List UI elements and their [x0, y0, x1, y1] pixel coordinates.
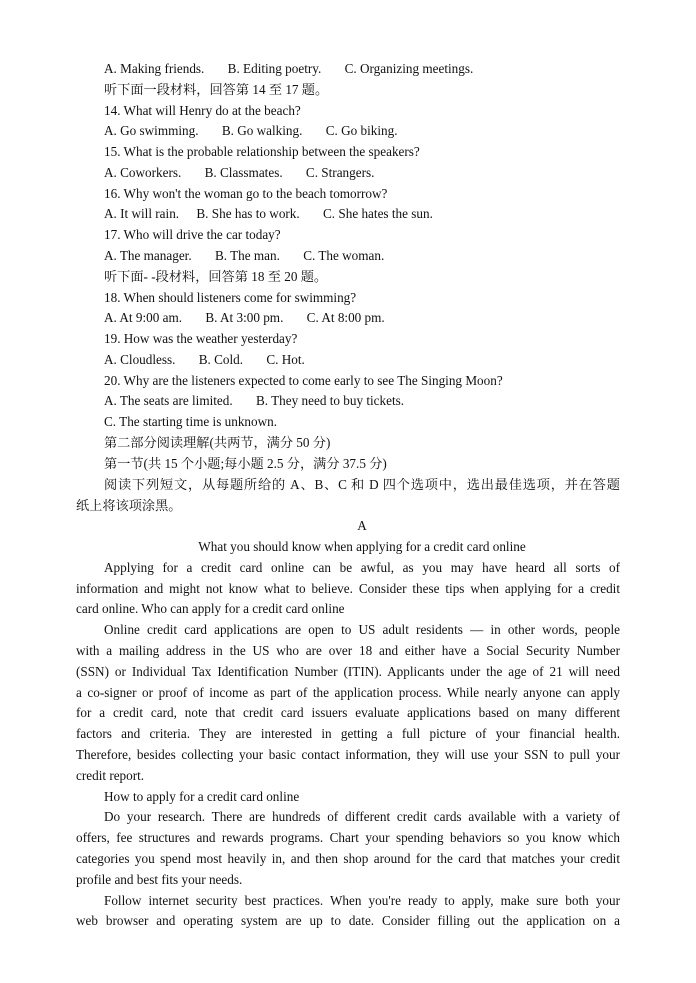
para2-line-8: credit report. — [76, 768, 145, 783]
q20-option-c: C. The starting time is unknown. — [104, 414, 278, 429]
q15-option-c: C. Strangers. — [305, 165, 375, 180]
q19-option-c: C. Hot. — [266, 352, 305, 367]
passage-label: A — [357, 518, 367, 533]
question-15: 15. What is the probable relationship between the speakers? — [104, 144, 420, 159]
para2-line-5: for a credit card, note that credit card issuers evaluate applications based on many different — [76, 705, 620, 720]
q18-option-b: B. At 3:00 pm. — [205, 310, 284, 325]
q14-option-c: C. Go biking. — [325, 123, 398, 138]
q17-option-c: C. The woman. — [303, 248, 385, 263]
subheading: How to apply for a credit card online — [104, 789, 300, 804]
para3-line-4: profile and best fits your needs. — [76, 872, 243, 887]
para2-line-1: Online credit card applications are open to US adult residents — in other words, people — [104, 622, 620, 637]
para3-line-1: Do your research. There are hundreds of different credit cards available with a variety of — [104, 809, 620, 824]
question-17: 17. Who will drive the car today? — [104, 227, 281, 242]
q13-option-b: B. Editing poetry. — [227, 61, 322, 76]
section1-title: 第一节(共 15 个小题;每小题 2.5 分，满分 37.5 分) — [104, 456, 387, 471]
q18-option-a: A. At 9:00 am. — [104, 310, 183, 325]
q17-options — [104, 246, 384, 267]
instructions-line-2: 纸上将该项涂黑。 — [76, 498, 182, 513]
q16-option-a: A. It will rain. — [104, 206, 180, 221]
para2-line-4: a co-signer or proof of income as part of the application process. While nearly anyone can apply — [76, 685, 620, 700]
q15-option-b: B. Classmates. — [204, 165, 283, 180]
section-14-17-heading: 听下面一段材料，回答第 14 至 17 题。 — [104, 82, 329, 97]
question-14: 14. What will Henry do at the beach? — [104, 103, 301, 118]
q20-option-b: B. They need to buy tickets. — [255, 393, 405, 408]
part2-title: 第二部分阅读理解(共两节，满分 50 分) — [104, 435, 331, 450]
q14-options — [104, 121, 398, 142]
q14-option-b: B. Go walking. — [221, 123, 303, 138]
q20-option-a: A. The seats are limited. — [104, 393, 233, 408]
passage-title: What you should know when applying for a credit card online — [198, 539, 526, 554]
q17-option-a: A. The manager. — [104, 248, 192, 263]
q15-option-a: A. Coworkers. — [104, 165, 182, 180]
q14-option-a: A. Go swimming. — [104, 123, 199, 138]
question-20: 20. Why are the listeners expected to come early to see The Singing Moon? — [104, 373, 503, 388]
para1-line-2: information and might not know what to believe. Consider these tips when applying for a credit — [76, 581, 620, 596]
q13-option-c: C. Organizing meetings. — [344, 61, 474, 76]
question-19: 19. How was the weather yesterday? — [104, 331, 298, 346]
q20-options — [104, 391, 404, 412]
para2-line-2: with a mailing address in the US who are over 18 and either have a Social Security Number — [76, 643, 620, 658]
q18-option-c: C. At 8:00 pm. — [306, 310, 385, 325]
q16-option-c: C. She hates the sun. — [323, 206, 433, 221]
q16-option-b: B. She has to work. — [196, 206, 300, 221]
q16-options — [104, 204, 433, 225]
q19-option-b: B. Cold. — [198, 352, 244, 367]
q18-options — [104, 308, 385, 329]
para4-line-1: Follow internet security best practices. When you're ready to apply, make sure both your — [104, 893, 620, 908]
para1-line-3: card online. Who can apply for a credit card online — [76, 601, 345, 616]
q19-options — [104, 350, 305, 371]
section-18-20-heading: 听下面- -段材料，回答第 18 至 20 题。 — [104, 269, 328, 284]
para3-line-2: offers, fee structures and rewards programs. Chart your spending behaviors so you know which — [76, 830, 620, 845]
para4-line-2: web browser and operating system are up to date. Consider filling out the application on a — [76, 913, 620, 928]
q13-option-a: A. Making friends. — [104, 61, 205, 76]
para2-line-6: factors and criteria. They are interested in getting a full picture of your financial health. — [76, 726, 620, 741]
q19-option-a: A. Cloudless. — [104, 352, 176, 367]
q13-options — [104, 59, 473, 80]
para2-line-3: (SSN) or Individual Tax Identification Number (ITIN). Applicants under the age of 21 will need — [76, 664, 620, 679]
para1-line-1: Applying for a credit card online can be awful, as you may have heard all sorts of — [104, 560, 620, 575]
question-16: 16. Why won't the woman go to the beach tomorrow? — [104, 186, 388, 201]
instructions-line-1: 阅读下列短文，从每题所给的 A、B、C 和 D 四个选项中，选出最佳选项，并在答题 — [104, 477, 620, 492]
para3-line-3: categories you spend most heavily in, and then shop around for the card that matches your credit — [76, 851, 620, 866]
q15-options — [104, 163, 374, 184]
q17-option-b: B. The man. — [214, 248, 280, 263]
para2-line-7: Therefore, besides collecting your basic contact information, they will use your SSN to pull your — [76, 747, 620, 762]
question-18: 18. When should listeners come for swimming? — [104, 290, 357, 305]
